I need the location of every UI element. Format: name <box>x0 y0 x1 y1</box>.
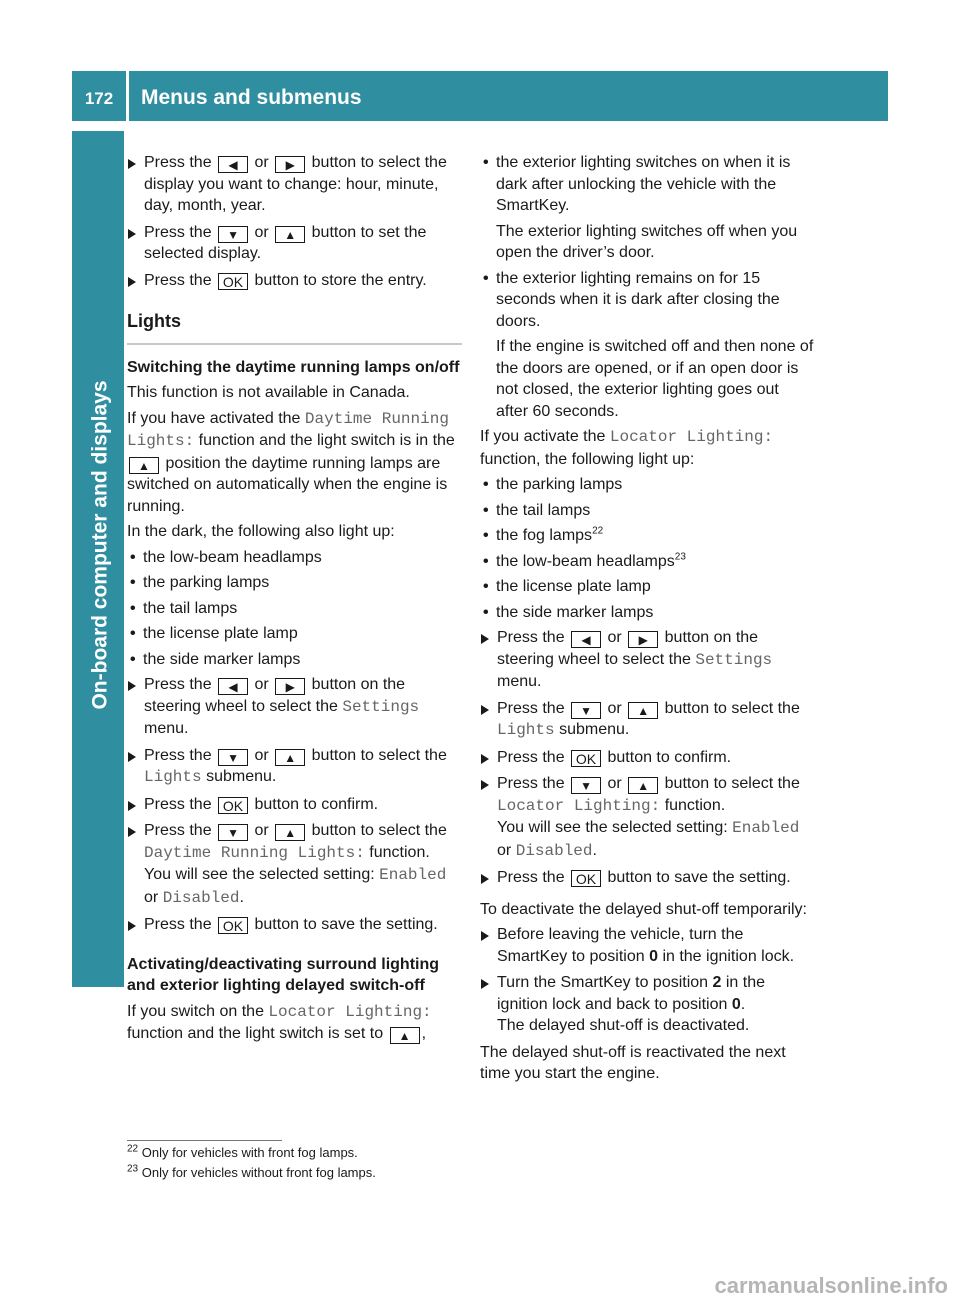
step: Press the ◀ or ▶ button on the steering wheel to select the Settings menu. <box>127 674 462 740</box>
footnote: $^{23}$ Only for vehicles without front fog lamps. <box>127 1163 376 1180</box>
right-column <box>480 152 815 1089</box>
paragraph: If you activate the Locator Lighting: function, the following light up: <box>480 428 774 468</box>
step-arrow-icon <box>128 752 136 762</box>
list-item: • the exterior lighting remains on for 15 seconds when it is dark after closing the doors. <box>483 269 780 330</box>
paragraph: The delayed shut-off is reactivated the next time you start the engine. <box>480 1043 786 1082</box>
subheading-surround-lighting: Activating/deactivating surround lighting and exterior lighting delayed switch-off <box>127 955 440 994</box>
list-item: • the low-beam headlamps <box>130 548 322 566</box>
section-heading-lights: Lights <box>127 311 462 345</box>
paragraph: This function is not available in Canada. <box>127 384 410 401</box>
step-arrow-icon <box>481 931 489 941</box>
list-item: • the license plate lamp <box>130 625 298 642</box>
paragraph: If the engine is switched off and then none of the doors are opened, or if an open door is not closed, the exterior lighting goes out after 60 seconds. <box>496 338 814 420</box>
left-arrow-key-icon: ◀ <box>218 156 248 173</box>
up-arrow-key-icon: ▲ <box>628 777 658 794</box>
step-arrow-icon <box>481 979 489 989</box>
step: Press the OK button to save the setting. <box>127 914 462 936</box>
ok-key-icon: OK <box>571 870 601 887</box>
paragraph: The exterior lighting switches off when you open the driver’s door. <box>496 222 798 261</box>
left-arrow-key-icon: ◀ <box>571 631 601 648</box>
step-arrow-icon <box>128 159 136 169</box>
down-arrow-key-icon: ▼ <box>218 226 248 243</box>
light-switch-position-icon: ▲ <box>129 457 159 474</box>
paragraph: If you have activated the Daytime Running Lights: function and the light switch is in the ▲ position the daytime running lamps are switched on automatically when the engine is running. <box>127 409 455 515</box>
down-arrow-key-icon: ▼ <box>218 749 248 766</box>
step-arrow-icon <box>481 705 489 715</box>
page-header <box>72 71 888 121</box>
step-arrow-icon <box>481 874 489 884</box>
right-arrow-key-icon: ▶ <box>275 156 305 173</box>
ok-key-icon: OK <box>218 273 248 290</box>
list-item: • the side marker lamps <box>483 603 654 621</box>
step: Before leaving the vehicle, turn the SmartKey to position 0 in the ignition lock. <box>480 924 815 967</box>
left-arrow-key-icon: ◀ <box>218 678 248 695</box>
ok-key-icon: OK <box>218 797 248 814</box>
step: Press the OK button to store the entry. <box>127 270 462 292</box>
subheading-daytime-running-lamps: Switching the daytime running lamps on/off <box>127 358 460 376</box>
step-arrow-icon <box>128 229 136 239</box>
left-column <box>127 152 462 1049</box>
list-item: • the fog lamps$^{22}$ <box>483 525 604 544</box>
right-arrow-key-icon: ▶ <box>628 631 658 648</box>
list-item: • the parking lamps <box>483 476 623 493</box>
step: Press the ◀ or ▶ button on the steering wheel to select the Settings menu. <box>480 627 815 693</box>
up-arrow-key-icon: ▲ <box>628 702 658 719</box>
paragraph: To deactivate the delayed shut-off temporarily: <box>480 900 807 918</box>
footnotes <box>127 1140 547 1183</box>
step: Press the OK button to save the setting. <box>480 867 815 889</box>
down-arrow-key-icon: ▼ <box>571 702 601 719</box>
ok-key-icon: OK <box>218 917 248 934</box>
down-arrow-key-icon: ▼ <box>218 824 248 841</box>
list-item: • the parking lamps <box>130 574 270 591</box>
footnote: $^{22}$ Only for vehicles with front fog lamps. <box>127 1143 358 1160</box>
up-arrow-key-icon: ▲ <box>275 824 305 841</box>
page-number: 172 <box>84 89 114 109</box>
down-arrow-key-icon: ▼ <box>571 777 601 794</box>
page-title: Menus and submenus <box>141 86 362 110</box>
step: Press the ▼ or ▲ button to set the selected display. <box>127 222 462 265</box>
step: Press the OK button to confirm. <box>127 794 462 816</box>
paragraph: If you switch on the Locator Lighting: function and the light switch is set to ▲ , <box>127 1002 432 1043</box>
footnote-ref: 23 <box>674 551 686 563</box>
list-item: • the license plate lamp <box>483 578 651 595</box>
chapter-side-tab-label: On-board computer and displays <box>88 380 112 710</box>
step-arrow-icon <box>481 634 489 644</box>
step: Press the ◀ or ▶ button to select the display you want to change: hour, minute, day, month, year. <box>127 152 462 217</box>
step-arrow-icon <box>128 681 136 691</box>
ok-key-icon: OK <box>571 750 601 767</box>
step-arrow-icon <box>128 921 136 931</box>
step: Press the ▼ or ▲ button to select the Daytime Running Lights: function. You will see the selected setting: Enabled or Disabled. <box>127 820 462 909</box>
step-arrow-icon <box>128 801 136 811</box>
up-arrow-key-icon: ▲ <box>275 749 305 766</box>
step-arrow-icon <box>481 754 489 764</box>
list-item: • the tail lamps <box>483 501 591 519</box>
step-arrow-icon <box>481 780 489 790</box>
footnote-ref: 22 <box>592 525 604 537</box>
step: Press the ▼ or ▲ button to select the Lights submenu. <box>127 745 462 789</box>
step: Press the ▼ or ▲ button to select the Locator Lighting: function. You will see the selected setting: Enabled or Disabled. <box>480 773 815 862</box>
step: Press the OK button to confirm. <box>480 747 815 769</box>
step: Turn the SmartKey to position 2 in the ignition lock and back to position 0. The delayed shut-off is deactivated. <box>480 972 815 1037</box>
step: Press the ▼ or ▲ button to select the Lights submenu. <box>480 698 815 742</box>
list-item: • the side marker lamps <box>130 650 301 668</box>
list-item: • the exterior lighting switches on when it is dark after unlocking the vehicle with the SmartKey. <box>483 154 791 214</box>
up-arrow-key-icon: ▲ <box>275 226 305 243</box>
paragraph: In the dark, the following also light up: <box>127 523 395 540</box>
step-arrow-icon <box>128 277 136 287</box>
step-arrow-icon <box>128 827 136 837</box>
light-switch-position-icon: ▲ <box>390 1027 420 1044</box>
footnote-divider <box>127 1140 282 1141</box>
watermark: carmanualsonline.info <box>714 1272 948 1298</box>
list-item: • the tail lamps <box>130 599 238 617</box>
list-item: • the low-beam headlamps$^{23}$ <box>483 551 686 570</box>
right-arrow-key-icon: ▶ <box>275 678 305 695</box>
